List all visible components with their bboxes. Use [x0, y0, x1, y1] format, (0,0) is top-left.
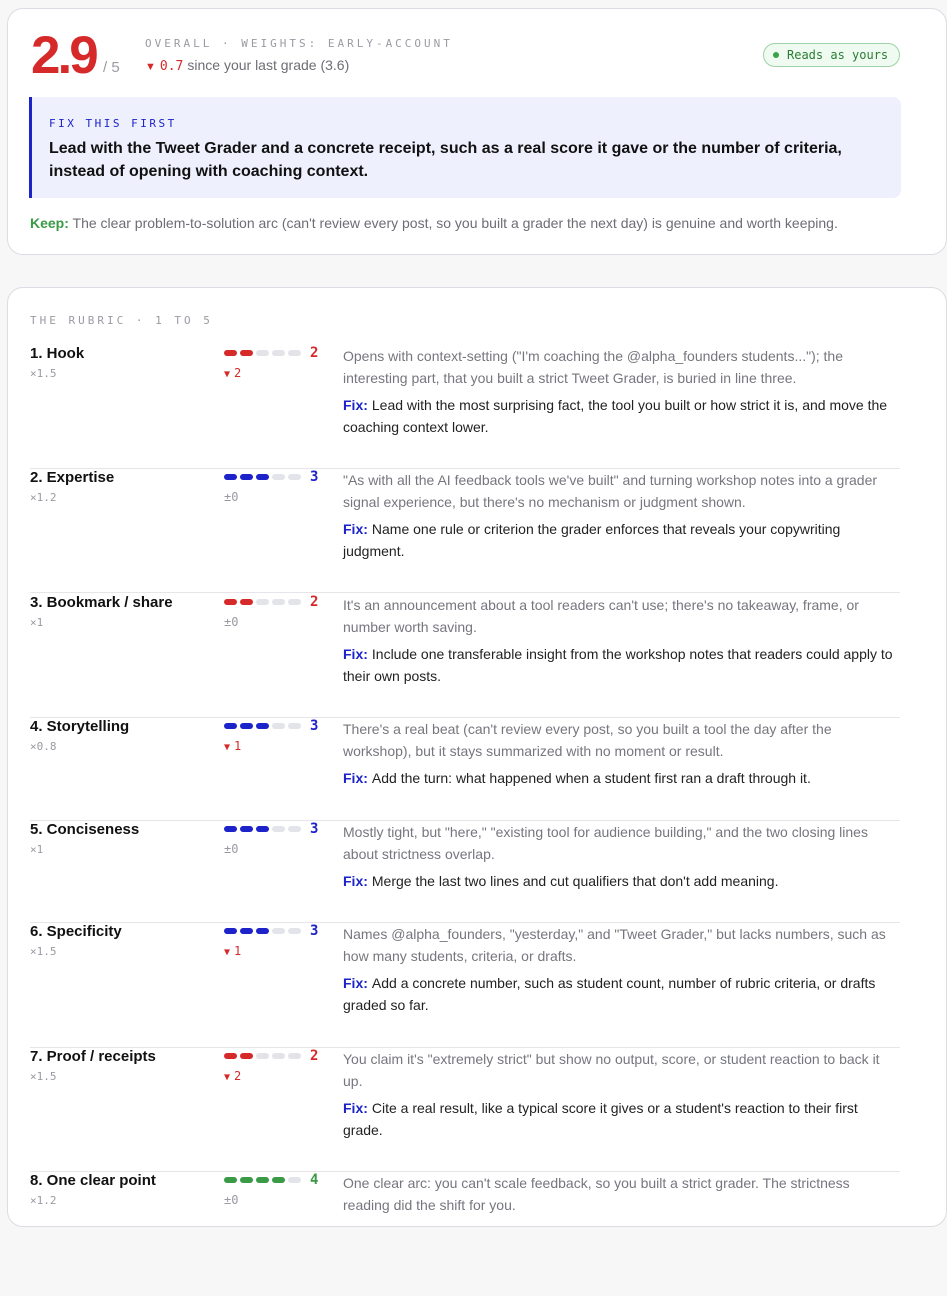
criterion-weight: ×1.2 — [30, 1194, 57, 1207]
delta-text: since your last grade (3.6) — [187, 57, 350, 73]
criterion-weight: ×1 — [30, 616, 44, 629]
score-bar-segment — [288, 474, 301, 480]
fix-text: Add the turn: what happened when a student first ran a draft through it. — [371, 770, 811, 786]
criterion-weight: ×1.5 — [30, 367, 57, 380]
down-triangle-icon: ▼ — [224, 947, 231, 958]
rubric-label: THE RUBRIC · 1 TO 5 — [30, 314, 213, 327]
score-bar-segment — [288, 350, 301, 356]
score-bar — [224, 599, 301, 605]
overall-score: 2.9 — [31, 26, 96, 85]
delta-value: ±0 — [224, 842, 239, 856]
rubric-row — [30, 1048, 900, 1172]
fix-first-text: Lead with the Tweet Grader and a concrete receipt, such as a real score it gave or the number of criteria, instead of opening with coaching context. — [49, 140, 842, 180]
rubric-row — [30, 469, 900, 593]
criterion-description: You claim it's "extremely strict" but show no output, score, or student reaction to back it up. — [343, 1051, 880, 1089]
reads-as-yours-badge — [763, 43, 900, 67]
criterion-delta — [224, 366, 241, 380]
fix-text: Lead with the most surprising fact, the tool you built or how strict it is, and move the coaching context lower. — [343, 397, 888, 435]
score-bar-segment — [256, 928, 269, 934]
fix-label: Fix: — [343, 873, 368, 889]
score-bar-segment — [256, 1053, 269, 1059]
score-bar — [224, 350, 301, 356]
criterion-name: 3. Bookmark / share — [30, 594, 173, 611]
fix-label: Fix: — [343, 646, 368, 662]
criterion-score: 3 — [310, 718, 319, 734]
criterion-delta — [224, 944, 241, 958]
score-bar-segment — [272, 928, 285, 934]
fix-label: Fix: — [343, 1100, 368, 1116]
score-bar-segment — [224, 474, 237, 480]
criterion-score: 2 — [310, 594, 319, 610]
score-bar-segment — [224, 1053, 237, 1059]
criterion-delta — [224, 1069, 241, 1083]
fix-label: Fix: — [343, 521, 368, 537]
criterion-fix — [343, 767, 895, 789]
down-triangle-icon: ▼ — [224, 1072, 231, 1083]
criterion-weight: ×0.8 — [30, 740, 57, 753]
criterion-score: 3 — [310, 469, 319, 485]
fix-text: Add a concrete number, such as student count, number of rubric criteria, or drafts graded so far. — [343, 975, 876, 1013]
score-bar-segment — [288, 599, 301, 605]
rubric-row — [30, 1172, 900, 1296]
score-bar-segment — [288, 928, 301, 934]
delta-value: ±0 — [224, 1193, 239, 1207]
criterion-fix — [343, 518, 895, 562]
rubric-card — [7, 287, 947, 1227]
criterion-delta — [224, 739, 241, 753]
delta-value: 1 — [234, 944, 242, 958]
score-bar-segment — [256, 826, 269, 832]
criterion-name: 2. Expertise — [30, 469, 115, 486]
criterion-delta — [224, 842, 238, 856]
score-bar — [224, 826, 301, 832]
keep-text: The clear problem-to-solution arc (can't review every post, so you built a grader the next day) is genuine and worth keeping. — [72, 215, 838, 231]
score-bar-segment — [256, 723, 269, 729]
score-bar-segment — [272, 599, 285, 605]
criterion-weight: ×1.2 — [30, 491, 57, 504]
criterion-fix — [343, 394, 895, 438]
score-bar-segment — [224, 1177, 237, 1183]
criterion-description: "As with all the AI feedback tools we've built" and turning workshop notes into a grader signal experience, but there's no mechanism or judgment shown. — [343, 472, 878, 510]
score-bar-segment — [256, 474, 269, 480]
score-bar-segment — [240, 826, 253, 832]
criterion-name: 1. Hook — [30, 345, 85, 362]
fix-label: Fix: — [343, 975, 368, 991]
score-bar — [224, 928, 301, 934]
criterion-score: 3 — [310, 923, 319, 939]
criterion-name: 6. Specificity — [30, 923, 122, 940]
score-bar-segment — [272, 723, 285, 729]
criterion-delta — [224, 1193, 238, 1207]
fix-label: Fix: — [343, 397, 368, 413]
criterion-fix — [343, 1097, 895, 1141]
rubric-row — [30, 594, 900, 718]
down-triangle-icon: ▼ — [145, 61, 156, 73]
row-divider — [30, 592, 900, 593]
criterion-description: Names @alpha_founders, "yesterday," and "Tweet Grader," but lacks numbers, such as how many students, criteria, or drafts. — [343, 926, 886, 964]
score-bar-segment — [288, 826, 301, 832]
score-bar-segment — [240, 928, 253, 934]
criterion-score: 3 — [310, 821, 319, 837]
score-bar-segment — [256, 350, 269, 356]
delta-value: 1 — [234, 739, 242, 753]
score-bar-segment — [224, 599, 237, 605]
down-triangle-icon: ▼ — [224, 742, 231, 753]
score-bar — [224, 474, 301, 480]
criterion-fix — [343, 972, 895, 1016]
criterion-name: 8. One clear point — [30, 1172, 156, 1189]
criterion-description: Opens with context-setting ("I'm coaching the @alpha_founders students..."); the interesting part, that you built a strict Tweet Grader, is buried in line three. — [343, 348, 843, 386]
criterion-score: 4 — [310, 1172, 319, 1188]
delta-value: ±0 — [224, 490, 239, 504]
delta-value: 2 — [234, 366, 242, 380]
rubric-row — [30, 718, 900, 821]
criterion-weight: ×1.5 — [30, 945, 57, 958]
keep-note — [30, 213, 910, 233]
criterion-name: 4. Storytelling — [30, 718, 130, 735]
score-summary-card — [7, 8, 947, 255]
score-max: / 5 — [103, 59, 120, 76]
criterion-description: Mostly tight, but "here," "existing tool for audience building," and the two closing lines about strictness overlap. — [343, 824, 868, 862]
score-bar-segment — [272, 1053, 285, 1059]
score-bar-segment — [224, 350, 237, 356]
delta-value: 2 — [234, 1069, 242, 1083]
score-bar-segment — [272, 474, 285, 480]
score-bar-segment — [224, 723, 237, 729]
rubric-row — [30, 923, 900, 1048]
score-bar-segment — [240, 1053, 253, 1059]
score-bar — [224, 1053, 301, 1059]
rubric-row — [30, 345, 900, 469]
overall-weights-label: OVERALL · WEIGHTS: EARLY-ACCOUNT — [145, 37, 453, 50]
rubric-row — [30, 821, 900, 923]
criterion-name: 5. Conciseness — [30, 821, 140, 838]
score-bar-segment — [272, 826, 285, 832]
score-bar-segment — [256, 599, 269, 605]
fix-label: Fix: — [343, 770, 368, 786]
score-bar-segment — [224, 928, 237, 934]
score-bar-segment — [272, 1177, 285, 1183]
fix-first-label: FIX THIS FIRST — [49, 117, 177, 130]
score-delta — [145, 57, 349, 74]
score-bar — [224, 723, 301, 729]
down-triangle-icon: ▼ — [224, 369, 231, 380]
delta-value: 0.7 — [159, 59, 184, 74]
fix-text: Cite a real result, like a typical score it gives or a student's reaction to their first grade. — [343, 1100, 858, 1138]
score-bar-segment — [240, 599, 253, 605]
badge-label: Reads as yours — [787, 48, 889, 62]
keep-label: Keep: — [30, 215, 69, 231]
score-bar-segment — [288, 1053, 301, 1059]
criterion-description: One clear arc: you can't scale feedback, so you built a strict grader. The strictness reading did the shift for you. — [343, 1175, 850, 1213]
criterion-score: 2 — [310, 345, 319, 361]
criterion-delta — [224, 490, 238, 504]
score-bar — [224, 1177, 301, 1183]
score-bar-segment — [240, 350, 253, 356]
fix-text: Merge the last two lines and cut qualifiers that don't add meaning. — [371, 873, 779, 889]
criterion-name: 7. Proof / receipts — [30, 1048, 156, 1065]
criterion-weight: ×1.5 — [30, 1070, 57, 1083]
status-dot-icon — [773, 52, 779, 58]
criterion-description: There's a real beat (can't review every post, so you built a tool the day after the workshop), but it stays summarized with no moment or result. — [343, 721, 832, 759]
score-bar-segment — [240, 474, 253, 480]
score-bar-segment — [224, 826, 237, 832]
criterion-score: 2 — [310, 1048, 319, 1064]
score-bar-segment — [240, 1177, 253, 1183]
criterion-weight: ×1 — [30, 843, 44, 856]
score-bar-segment — [272, 350, 285, 356]
score-bar-segment — [288, 723, 301, 729]
fix-text: Name one rule or criterion the grader enforces that reveals your copywriting judgment. — [343, 521, 841, 559]
score-bar-segment — [288, 1177, 301, 1183]
score-bar-segment — [256, 1177, 269, 1183]
score-bar-segment — [240, 723, 253, 729]
delta-value: ±0 — [224, 615, 239, 629]
fix-text: Include one transferable insight from the workshop notes that readers could apply to their own posts. — [343, 646, 893, 684]
criterion-delta — [224, 615, 238, 629]
criterion-fix — [343, 643, 895, 687]
criterion-description: It's an announcement about a tool readers can't use; there's no takeaway, frame, or number worth saving. — [343, 597, 859, 635]
criterion-fix — [343, 870, 895, 892]
fix-this-first-callout — [29, 97, 901, 198]
